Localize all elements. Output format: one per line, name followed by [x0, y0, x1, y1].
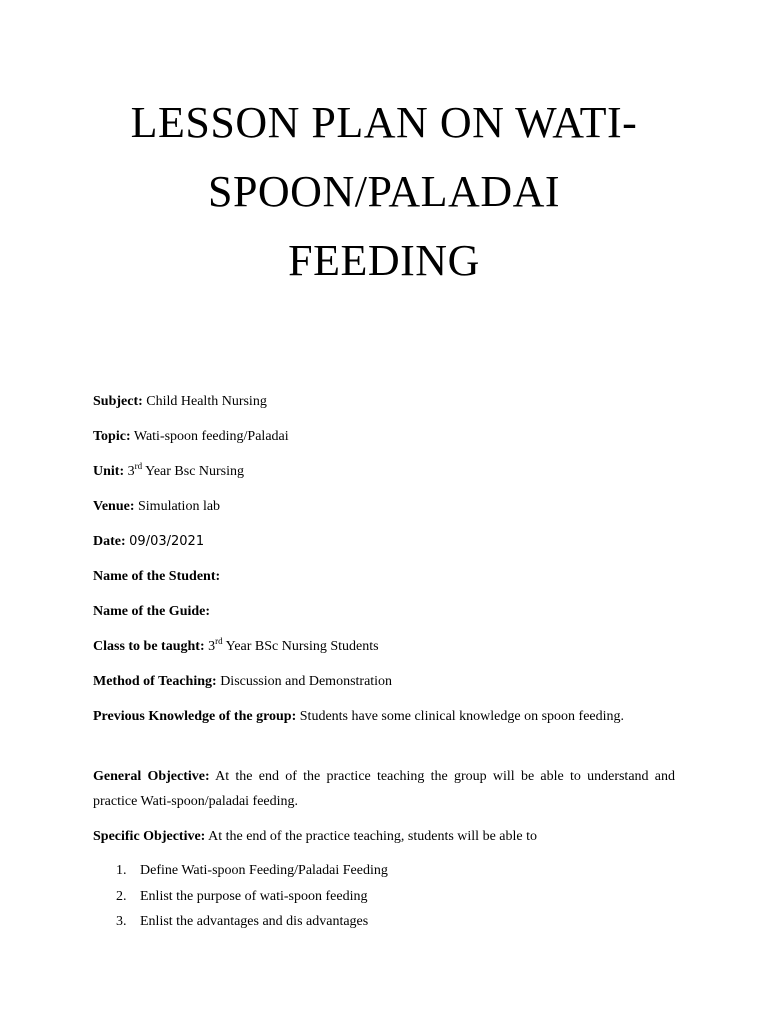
- previous-knowledge-label: Previous Knowledge of the group:: [93, 709, 297, 724]
- subject-value: Child Health Nursing: [146, 394, 267, 409]
- general-objective-label: General Objective:: [93, 769, 210, 784]
- class-value-suffix: rd: [215, 636, 223, 646]
- document-title: [0, 88, 768, 295]
- unit-field: [93, 459, 675, 484]
- subject-label: Subject:: [93, 394, 143, 409]
- title-line-1: LESSON PLAN ON WATI-: [130, 98, 638, 147]
- list-item: [93, 909, 675, 935]
- unit-value-number: 3: [127, 464, 135, 479]
- class-field: [93, 634, 675, 659]
- topic-label: Topic:: [93, 429, 131, 444]
- venue-label: Venue:: [93, 499, 135, 514]
- unit-value-suffix: rd: [134, 461, 143, 471]
- specific-objective-value: At the end of the practice teaching, students will be able to: [208, 829, 537, 844]
- topic-field: [93, 424, 675, 449]
- specific-objective-field: [93, 824, 675, 849]
- method-label: Method of Teaching:: [93, 674, 217, 689]
- venue-field: [93, 494, 675, 519]
- subject-field: [93, 389, 675, 414]
- date-label: Date:: [93, 534, 126, 549]
- list-item: [93, 884, 675, 910]
- list-item-number: 1.: [116, 863, 127, 878]
- specific-objectives-list: [93, 858, 675, 935]
- unit-value-text: Year Bsc Nursing: [145, 464, 245, 479]
- guide-name-label: Name of the Guide:: [93, 604, 211, 619]
- general-objective-value: At the end of the practice teaching the group will be able to understand and practice Wati-spoon/paladai feeding.: [93, 769, 675, 809]
- class-value: [208, 636, 379, 654]
- previous-knowledge-value: Students have some clinical knowledge on spoon feeding.: [299, 709, 625, 724]
- list-item-text: Enlist the advantages and dis advantages: [140, 914, 369, 929]
- date-field: [93, 529, 675, 554]
- title-line-2: SPOON/PALADAI: [207, 167, 561, 216]
- general-objective-field: [93, 764, 675, 814]
- date-value: 09/03/2021: [129, 534, 205, 549]
- method-field: [93, 669, 675, 694]
- topic-value: Wati-spoon feeding/Paladai: [133, 429, 289, 444]
- student-name-field: [93, 564, 675, 589]
- list-item-number: 2.: [116, 888, 127, 904]
- list-item-text: Enlist the purpose of wati-spoon feeding: [140, 888, 368, 904]
- previous-knowledge-field: [93, 704, 675, 729]
- student-name-label: Name of the Student:: [93, 569, 221, 584]
- class-value-text: Year BSc Nursing Students: [225, 639, 379, 654]
- class-label: Class to be taught:: [93, 639, 205, 654]
- unit-label: Unit:: [93, 464, 125, 479]
- class-value-number: 3: [208, 639, 216, 654]
- specific-objective-label: Specific Objective:: [93, 829, 206, 844]
- guide-name-field: [93, 599, 675, 624]
- list-item-text: Define Wati-spoon Feeding/Paladai Feeding: [140, 863, 388, 878]
- title-line-3: FEEDING: [288, 236, 480, 285]
- list-item-number: 3.: [116, 914, 127, 929]
- list-item: [93, 858, 675, 884]
- method-value: Discussion and Demonstration: [220, 674, 393, 689]
- unit-value: [127, 461, 245, 479]
- venue-value: Simulation lab: [138, 499, 221, 514]
